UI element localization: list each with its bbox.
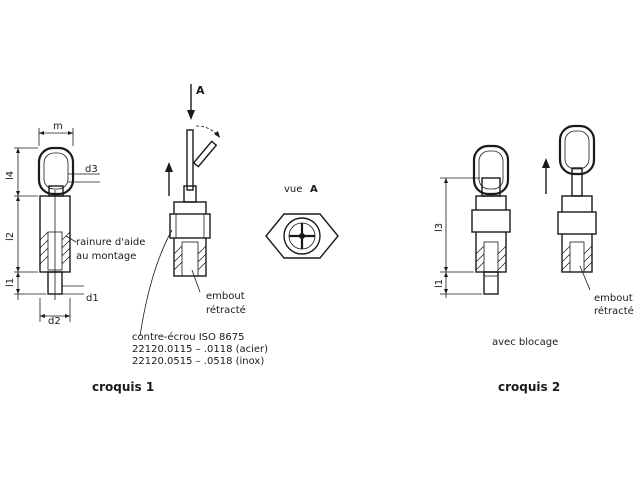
croquis-1-caption: croquis 1: [92, 380, 155, 394]
dim-d1-label: d1: [86, 293, 99, 304]
locking-view: [542, 126, 634, 317]
contre-ecrou-label-3: 22120.0515 – .0518 (inox): [132, 356, 265, 367]
vue-a-prefix: vue: [284, 184, 303, 195]
dim-l4-label: l4: [5, 170, 16, 180]
dim-d2-label: d2: [48, 316, 61, 327]
rainure-label-1: rainure d'aide: [76, 237, 146, 248]
embout-left-label-1: embout: [206, 291, 245, 302]
embout-left-label-2: rétracté: [206, 305, 246, 316]
dim-l3-label: l3: [434, 222, 445, 232]
vue-a-letter: A: [310, 184, 318, 195]
contre-ecrou-label-1: contre-écrou ISO 8675: [132, 332, 245, 343]
avec-blocage-label: avec blocage: [492, 337, 559, 348]
embout-right-label-1: embout: [594, 293, 633, 304]
arrow-a-label: A: [196, 84, 205, 97]
contre-ecrou-label-2: 22120.0115 – .0118 (acier): [132, 344, 269, 355]
rainure-label-2: au montage: [76, 251, 137, 262]
dim-l1-right-label: l1: [434, 278, 445, 288]
locking-view-dimensioned: [434, 146, 510, 298]
croquis-2-caption: croquis 2: [498, 380, 561, 394]
dim-m-label: m: [53, 121, 63, 132]
view-a: [266, 184, 338, 258]
handle-rod: [187, 130, 193, 190]
embout-right-label-2: rétracté: [594, 306, 634, 317]
retracted-view: [132, 84, 268, 367]
dim-l2-label: l2: [5, 231, 16, 241]
dim-l1-label: l1: [5, 277, 16, 287]
dim-d3-label: d3: [85, 164, 98, 175]
dimensioned-view: [5, 121, 145, 327]
